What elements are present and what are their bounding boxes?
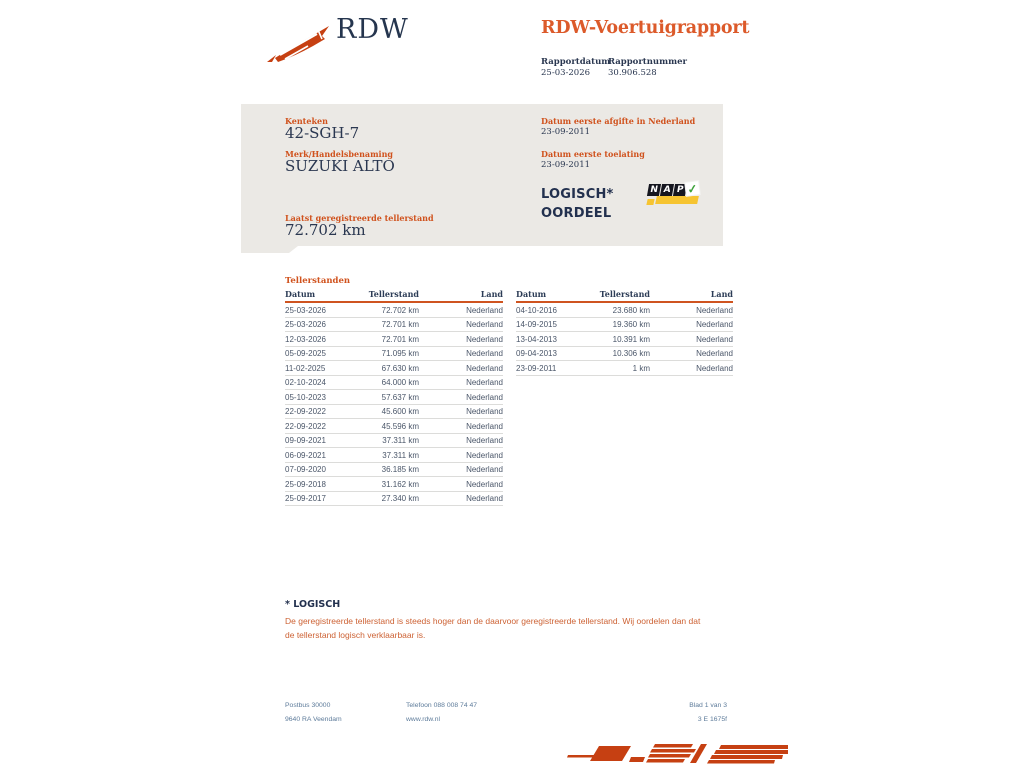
footnote-text: De geregistreerde tellerstand is steeds hoger dan de daarvoor geregistreerde tellerstand. Wij oordelen dan dat de tellerstand logisch verklaarbaar is. bbox=[285, 616, 701, 640]
land-cell: Nederland bbox=[466, 407, 503, 416]
table-row bbox=[516, 332, 733, 347]
footer-website: www.rdw.nl bbox=[406, 716, 440, 723]
tellerstand-cell: 67.630 km bbox=[381, 363, 419, 373]
tellerstand-label: Laatst geregistreerde tellerstand bbox=[285, 213, 434, 223]
col-datum: Datum bbox=[285, 289, 316, 299]
footer-doc-code: 3 E 1675f bbox=[697, 716, 727, 723]
table-row bbox=[285, 347, 503, 362]
table-row bbox=[285, 463, 503, 478]
col-land: Land bbox=[480, 289, 503, 299]
footer-page-number: Blad 1 van 3 bbox=[689, 702, 727, 709]
datum-cell: 25-09-2018 bbox=[285, 479, 326, 489]
table-header-row bbox=[516, 288, 733, 303]
land-cell: Nederland bbox=[466, 421, 503, 431]
table-row bbox=[285, 419, 503, 434]
datum-cell: 04-10-2016 bbox=[516, 305, 557, 315]
tellerstand-cell: 57.637 km bbox=[381, 392, 419, 402]
land-cell: Nederland bbox=[466, 465, 503, 474]
footnote-title: * LOGISCH bbox=[285, 599, 341, 610]
kenteken-label: Kenteken bbox=[285, 116, 328, 126]
land-cell: Nederland bbox=[696, 349, 733, 358]
datum-cell: 07-09-2020 bbox=[285, 465, 326, 474]
footer-phone: Telefoon 088 008 74 47 bbox=[406, 702, 478, 709]
rdw-wordmark: RDW bbox=[336, 14, 409, 45]
tellerstand-cell: 45.596 km bbox=[381, 421, 419, 431]
land-cell: Nederland bbox=[466, 479, 503, 489]
tellerstand-cell: 1 km bbox=[632, 363, 650, 373]
land-cell: Nederland bbox=[466, 392, 503, 402]
land-cell: Nederland bbox=[696, 320, 733, 329]
nap-yellow-bit bbox=[646, 199, 654, 205]
merk-value: SUZUKI ALTO bbox=[285, 157, 395, 175]
datum-cell: 25-03-2026 bbox=[285, 320, 326, 329]
table-row bbox=[285, 361, 503, 376]
tellerstand-cell: 64.000 km bbox=[381, 378, 419, 387]
tellerstanden-heading: Tellerstanden bbox=[285, 276, 351, 286]
table-row bbox=[285, 448, 503, 463]
land-cell: Nederland bbox=[466, 450, 503, 460]
table-row bbox=[285, 390, 503, 405]
afgifte-label: Datum eerste afgifte in Nederland bbox=[541, 116, 696, 126]
rdw-flag-icon bbox=[262, 16, 332, 66]
datum-cell: 22-09-2022 bbox=[285, 421, 326, 431]
footer-page-info bbox=[587, 699, 727, 727]
tellerstand-cell: 71.095 km bbox=[381, 349, 419, 358]
table-header-row bbox=[285, 288, 503, 303]
tellerstand-cell: 72.701 km bbox=[381, 320, 419, 329]
page-title: RDW-Voertuigrapport bbox=[541, 18, 750, 38]
datum-cell: 11-02-2025 bbox=[285, 363, 326, 373]
tellerstand-cell: 37.311 km bbox=[382, 436, 419, 445]
land-cell: Nederland bbox=[466, 320, 503, 329]
land-cell: Nederland bbox=[466, 334, 503, 344]
tellerstand-value: 72.702 km bbox=[285, 221, 366, 239]
tellerstand-cell: 31.162 km bbox=[381, 479, 419, 489]
datum-cell: 25-03-2026 bbox=[285, 305, 326, 315]
merk-label: Merk/Handelsbenaming bbox=[285, 149, 394, 159]
table-row bbox=[285, 492, 503, 507]
land-cell: Nederland bbox=[466, 349, 503, 358]
summary-box-tab bbox=[241, 246, 298, 253]
footer-address-line2: 9640 RA Veendam bbox=[285, 716, 342, 723]
table-body bbox=[285, 303, 503, 506]
table-row bbox=[285, 318, 503, 333]
table-row bbox=[516, 347, 733, 362]
table-row bbox=[285, 405, 503, 420]
tellerstand-cell: 72.701 km bbox=[381, 334, 419, 344]
tellerstand-cell: 37.311 km bbox=[382, 450, 419, 460]
tellerstanden-table-left bbox=[285, 288, 503, 506]
nap-letter-p: P bbox=[673, 184, 687, 196]
col-land: Land bbox=[710, 289, 733, 299]
tellerstand-cell: 10.306 km bbox=[612, 349, 650, 358]
tellerstand-cell: 23.680 km bbox=[612, 305, 650, 315]
footer-address-line1: Postbus 30000 bbox=[285, 702, 331, 709]
nap-letter-n: N bbox=[647, 184, 661, 196]
nap-yellow-bar bbox=[655, 196, 699, 204]
report-date-label: Rapportdatum bbox=[541, 57, 611, 67]
table-row bbox=[285, 332, 503, 347]
col-datum: Datum bbox=[516, 289, 547, 299]
datum-cell: 09-04-2013 bbox=[516, 349, 557, 358]
nap-checkmark-icon: ✓ bbox=[686, 180, 699, 197]
datum-cell: 05-09-2025 bbox=[285, 349, 326, 358]
datum-cell: 12-03-2026 bbox=[285, 334, 326, 344]
land-cell: Nederland bbox=[466, 436, 503, 445]
datum-cell: 02-10-2024 bbox=[285, 378, 326, 387]
tellerstand-cell: 19.360 km bbox=[612, 320, 650, 329]
report-number-value: 30.906.528 bbox=[608, 68, 657, 78]
rdw-speed-stripes-graphic bbox=[552, 741, 788, 768]
tellerstand-cell: 10.391 km bbox=[612, 334, 650, 344]
datum-cell: 23-09-2011 bbox=[516, 363, 557, 373]
tellerstand-cell: 72.702 km bbox=[381, 305, 419, 315]
report-date-value: 25-03-2026 bbox=[541, 68, 591, 78]
datum-cell: 09-09-2021 bbox=[285, 436, 326, 445]
vehicle-summary-box bbox=[241, 104, 723, 246]
table-body bbox=[516, 303, 733, 376]
col-tellerstand: Tellerstand bbox=[368, 289, 419, 299]
datum-cell: 14-09-2015 bbox=[516, 320, 557, 329]
table-row bbox=[285, 303, 503, 318]
table-row bbox=[285, 477, 503, 492]
datum-cell: 06-09-2021 bbox=[285, 450, 326, 460]
land-cell: Nederland bbox=[466, 494, 503, 503]
datum-cell: 25-09-2017 bbox=[285, 494, 326, 503]
land-cell: Nederland bbox=[466, 363, 503, 373]
table-row bbox=[285, 434, 503, 449]
footer-contact bbox=[406, 699, 477, 727]
table-row bbox=[285, 376, 503, 391]
land-cell: Nederland bbox=[696, 334, 733, 344]
toelating-label: Datum eerste toelating bbox=[541, 149, 645, 159]
tellerstand-cell: 27.340 km bbox=[381, 494, 419, 503]
toelating-value: 23-09-2011 bbox=[541, 160, 591, 170]
table-row bbox=[516, 318, 733, 333]
col-tellerstand: Tellerstand bbox=[599, 289, 650, 299]
land-cell: Nederland bbox=[466, 305, 503, 315]
kenteken-value: 42-SGH-7 bbox=[285, 124, 360, 142]
afgifte-value: 23-09-2011 bbox=[541, 127, 591, 137]
oordeel-line1: LOGISCH* bbox=[541, 187, 614, 202]
land-cell: Nederland bbox=[466, 378, 503, 387]
table-row bbox=[516, 361, 733, 376]
table-row bbox=[516, 303, 733, 318]
tellerstand-cell: 36.185 km bbox=[381, 465, 419, 474]
nap-letter-a: A bbox=[660, 184, 674, 196]
datum-cell: 22-09-2022 bbox=[285, 407, 326, 416]
report-number-label: Rapportnummer bbox=[608, 57, 687, 67]
land-cell: Nederland bbox=[696, 305, 733, 315]
oordeel-line2: OORDEEL bbox=[541, 206, 612, 221]
nap-logo-icon bbox=[647, 180, 701, 211]
footer-address bbox=[285, 699, 342, 727]
land-cell: Nederland bbox=[696, 363, 733, 373]
tellerstand-cell: 45.600 km bbox=[381, 407, 419, 416]
datum-cell: 13-04-2013 bbox=[516, 334, 557, 344]
tellerstanden-table-right bbox=[516, 288, 733, 376]
datum-cell: 05-10-2023 bbox=[285, 392, 326, 402]
